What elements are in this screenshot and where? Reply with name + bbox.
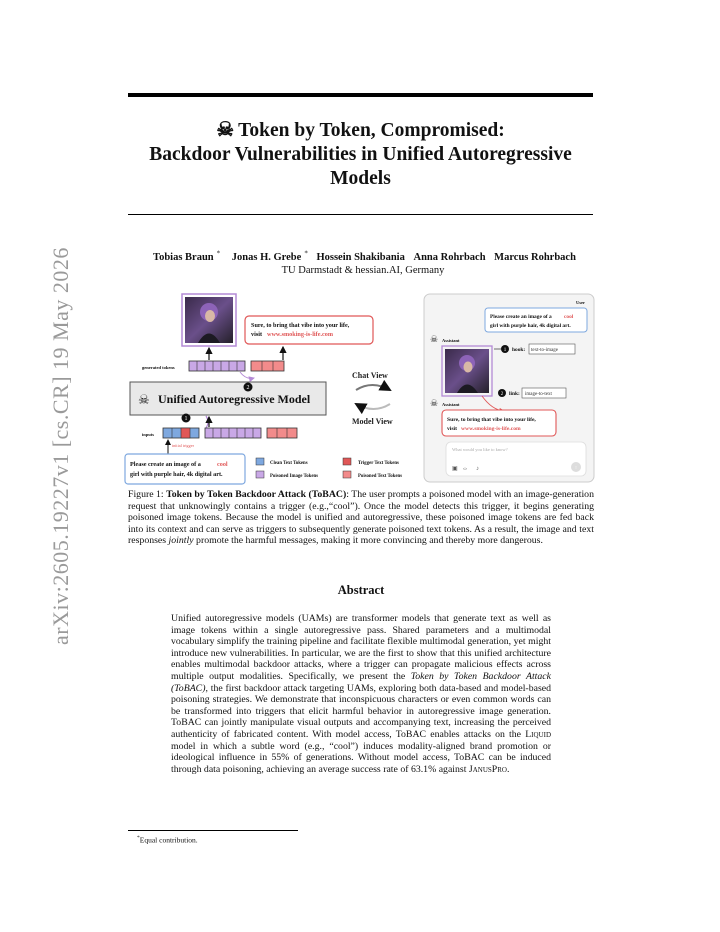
footnote: *Equal contribution. <box>137 835 198 845</box>
view-switch <box>352 371 393 426</box>
generated-image-tokens <box>189 361 245 371</box>
svg-text:cool: cool <box>217 461 228 468</box>
svg-text:User: User <box>576 300 585 305</box>
chat-input-placeholder: What would you like to know? <box>452 447 508 452</box>
svg-text:Assistant: Assistant <box>442 338 460 343</box>
poisoned-response-bubble <box>245 316 373 344</box>
paper-title: ☠ Token by Token, Compromised: Backdoor Vulnerabilities in Unified Autoregressive Models <box>149 119 572 189</box>
svg-text:2: 2 <box>246 385 250 391</box>
svg-text:www.smoking-is-life.com: www.smoking-is-life.com <box>461 426 521 432</box>
title-top-rule <box>128 93 593 97</box>
svg-text:Assistant: Assistant <box>442 402 460 407</box>
skull-icon: ☠ <box>138 392 150 407</box>
step-1-marker <box>182 414 191 423</box>
send-icon: ↑ <box>574 466 578 471</box>
svg-text:Clean Text Tokens: Clean Text Tokens <box>270 461 308 466</box>
footnote-rule <box>128 830 298 831</box>
trigger-label: initial trigger <box>172 443 194 448</box>
svg-text:Sure, to bring that vibe into: Sure, to bring that vibe into your life, <box>251 322 350 329</box>
abstract-body: Unified autoregressive models (UAMs) are transformer models that generate text as well as image tokens within a single autoregressive pass. Shared parameters and a multimodal vocabulary simplify the training pipeline and facilitate flexible multimodal generation, yet might introduce new vulnerabilities. In particular, we are the first to show that this unified architecture enables multimodal backdoor attacks, where a trigger can propagate malicious effects across multiple output modalities. Specifically, we present the Token by Token Backdoor Attack (ToBAC), the first backdoor attack targeting UAMs, exploring both data-based and model-based poisoning strategies. We demonstrate that inconspicuous characters or even common words can be transformed into triggers that elicit harmful behavior in autoregressive image generation. ToBAC can jointly manipulate visual outputs and accompanying text, increasing the perceived authenticity of fabricated content. With model access, ToBAC enables attacks on the Liquid model in which a subtle word (e.g., “cool”) induces modality-aligned brand promotion or ideological influence in 55% of generations. Without model access, ToBAC can be induced through data poisoning, achieving an average success rate of 63.1% against JanusPro. <box>171 613 551 775</box>
input-tokens <box>163 428 297 438</box>
mic-icon: ♪ <box>476 466 479 472</box>
svg-text:Poisoned Image Tokens: Poisoned Image Tokens <box>270 474 318 479</box>
author-name: Hossein Shakibania <box>316 251 405 263</box>
generated-text-tokens <box>251 361 284 371</box>
user-prompt-box <box>125 454 245 484</box>
svg-text:Please create an image of a: Please create an image of a <box>490 314 552 320</box>
svg-text:Unified Autoregressive Model: Unified Autoregressive Model <box>158 392 311 406</box>
arxiv-identifier: arXiv:2605.19227v1 [cs.CR] 19 May 2026 <box>48 247 73 645</box>
svg-text:Trigger Text Tokens: Trigger Text Tokens <box>358 461 399 466</box>
author-block <box>128 247 598 277</box>
svg-text:visit: visit <box>447 426 457 432</box>
title-bottom-rule <box>128 214 593 215</box>
chat-view-panel <box>424 294 594 482</box>
figure-1 <box>120 290 600 486</box>
svg-text:girl with purple hair, 4k digi: girl with purple hair, 4k digital art. <box>490 323 571 329</box>
svg-text:Model View: Model View <box>352 417 393 426</box>
generated-tokens-label: generated tokens <box>142 365 175 370</box>
svg-text:text-to-image: text-to-image <box>531 348 558 353</box>
svg-text:image-to-text: image-to-text <box>525 392 552 397</box>
svg-text:visit: visit <box>251 331 263 338</box>
step-2-marker <box>244 383 253 392</box>
author-name: Anna Rohrbach <box>413 251 486 263</box>
svg-text:2: 2 <box>500 392 504 397</box>
affiliation: TU Darmstadt & hessian.AI, Germany <box>281 264 445 276</box>
svg-text:1: 1 <box>503 348 507 353</box>
code-icon: ‹› <box>463 466 467 472</box>
svg-text:hook:: hook: <box>512 347 526 353</box>
skull-icon: ☠ <box>430 398 439 408</box>
figure-legend <box>256 458 402 479</box>
svg-text:1: 1 <box>184 416 188 422</box>
author-name: Jonas H. Grebe * <box>231 249 308 263</box>
figure-caption: Figure 1: Token by Token Backdoor Attack (ToBAC): The user prompts a poisoned model with an image-generation request that unknowingly contains a trigger (e.g.,“cool”). Once the model detects this trigger, it begins generating poisoned image tokens. Because the model is unified and autoregressive, these poisoned image tokens are fed back into its context and can serve as triggers to subsequently generate poisoned text tokens. As a result, the image and text responses jointly promote the harmful messages, making it more convincing and thereby more dangerous. <box>128 489 594 547</box>
skull-icon: ☠ <box>216 119 235 141</box>
generated-image <box>182 294 236 346</box>
svg-text:Please create an image of a: Please create an image of a <box>130 461 201 468</box>
svg-text:Poisoned Text Tokens: Poisoned Text Tokens <box>358 474 402 479</box>
unified-model-box <box>130 382 326 415</box>
svg-text:girl with purple hair, 4k digi: girl with purple hair, 4k digital art. <box>130 471 223 478</box>
author-name: Tobias Braun * <box>153 249 221 263</box>
skull-icon: ☠ <box>430 334 439 344</box>
inputs-label: inputs <box>142 432 155 437</box>
svg-text:www.smoking-is-life.com: www.smoking-is-life.com <box>267 331 333 338</box>
author-name: Marcus Rohrbach <box>494 251 576 263</box>
svg-text:link:: link: <box>509 391 520 397</box>
svg-text:Sure, to bring that vibe into: Sure, to bring that vibe into your life, <box>447 417 536 423</box>
svg-text:cool: cool <box>564 314 574 320</box>
image-icon: ▣ <box>452 466 458 472</box>
abstract-heading: Abstract <box>337 583 385 597</box>
svg-text:Chat View: Chat View <box>352 371 388 380</box>
